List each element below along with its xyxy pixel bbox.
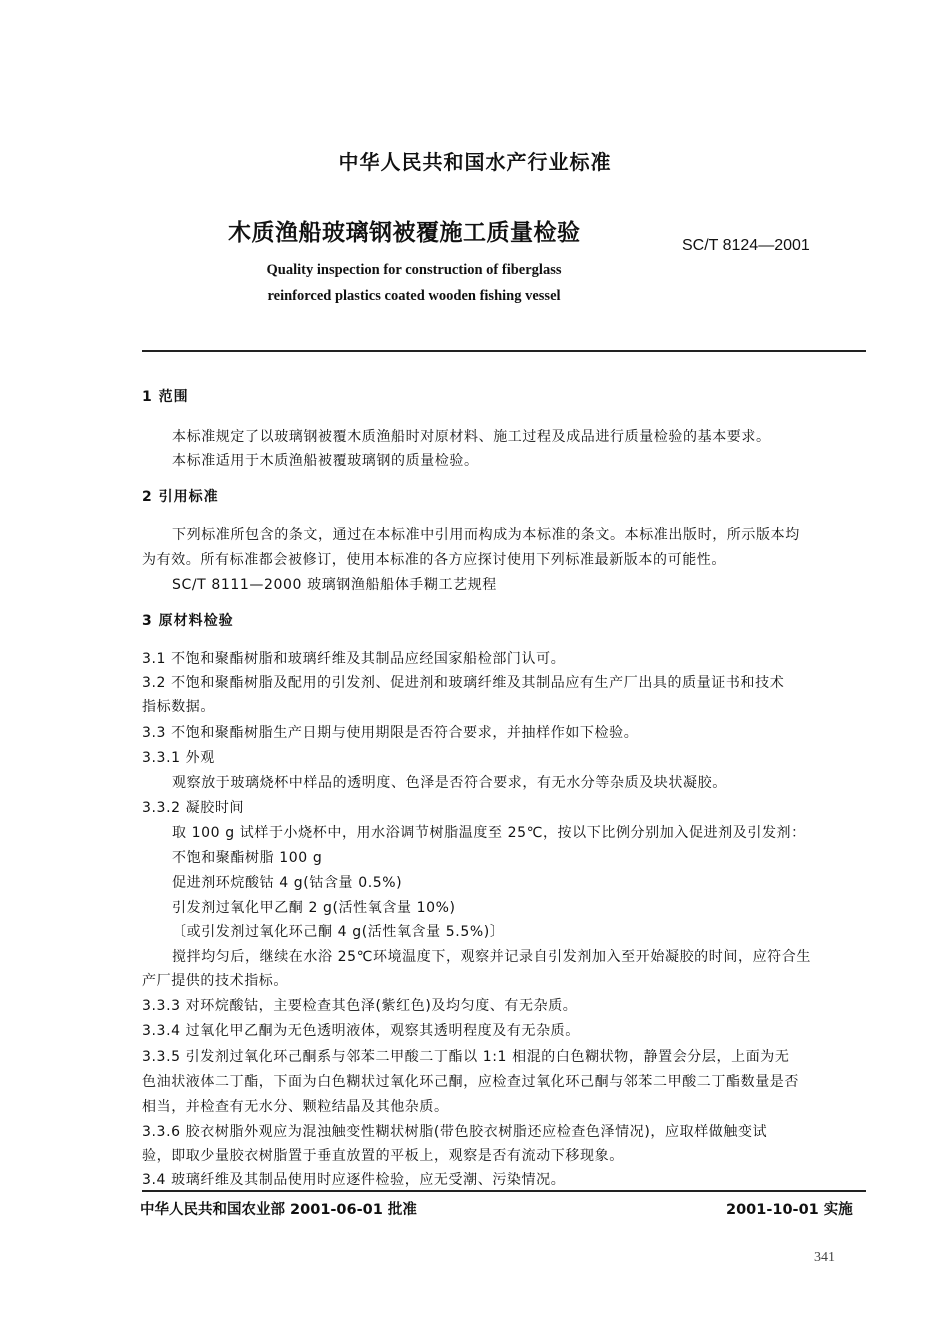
clause-3-3-4: 3.3.4 过氧化甲乙酮为无色透明液体，观察其透明程度及有无杂质。 — [142, 1023, 580, 1039]
clause-3-3-5-line-2: 色油状液体二丁酯，下面为白色糊状过氧化环己酮，应检查过氧化环己酮与邻苯二甲酸二丁酯数量是否 — [142, 1074, 799, 1090]
section-1-paragraph-2: 本标准适用于木质渔船被覆玻璃钢的质量检验。 — [172, 453, 479, 469]
footer-divider — [142, 1190, 866, 1192]
normative-reference: SC/T 8111—2000 玻璃钢渔船船体手糊工艺规程 — [172, 577, 497, 593]
section-3-heading: 3 原材料检验 — [142, 613, 234, 629]
clause-3-3-1-text: 观察放于玻璃烧杯中样品的透明度、色泽是否符合要求，有无水分等杂质及块状凝胶。 — [172, 775, 727, 791]
recipe-resin: 不饱和聚酯树脂 100 g — [172, 850, 323, 866]
clause-3-3-6-line-1: 3.3.6 胶衣树脂外观应为混浊触变性糊状树脂(带色胶衣树脂还应检查色泽情况)，应取样做触变试 — [142, 1124, 768, 1140]
section-2-paragraph-line-1: 下列标准所包含的条文，通过在本标准中引用而构成为本标准的条文。本标准出版时，所示版本均 — [172, 527, 800, 543]
clause-3-3-5-line-3: 相当，并检查有无水分、颗粒结晶及其他杂质。 — [142, 1099, 449, 1115]
clause-3-4: 3.4 玻璃纤维及其制品使用时应逐件检验，应无受潮、污染情况。 — [142, 1172, 566, 1188]
section-1-paragraph-1: 本标准规定了以玻璃钢被覆木质渔船时对原材料、施工过程及成品进行质量检验的基本要求。 — [172, 429, 771, 445]
clause-3-2-line-1: 3.2 不饱和聚酯树脂及配用的引发剂、促进剂和玻璃纤维及其制品应有生产厂出具的质量证书和技术 — [142, 675, 785, 691]
page-number: 341 — [814, 1250, 835, 1265]
clause-3-3-1-heading: 3.3.1 外观 — [142, 750, 215, 766]
document-title: 木质渔船玻璃钢被覆施工质量检验 — [228, 220, 581, 246]
section-2-heading: 2 引用标准 — [142, 489, 219, 505]
section-2-paragraph-line-2: 为有效。所有标准都会被修订，使用本标准的各方应探讨使用下列标准最新版本的可能性。 — [142, 552, 726, 568]
issuing-body-header: 中华人民共和国水产行业标准 — [338, 150, 612, 174]
clause-3-3-2-text: 取 100 g 试样于小烧杯中，用水浴调节树脂温度至 25℃，按以下比例分别加入促进剂及引发剂： — [172, 825, 806, 841]
recipe-initiator: 引发剂过氧化甲乙酮 2 g(活性氧含量 10%) — [172, 900, 456, 916]
standard-code: SC/T 8124—2001 — [682, 237, 810, 254]
approval-statement: 中华人民共和国农业部 2001-06-01 批准 — [140, 1202, 417, 1218]
english-title-line-2: reinforced plastics coated wooden fishing vessel — [267, 288, 561, 304]
implementation-date: 2001-10-01 实施 — [726, 1202, 853, 1218]
recipe-alternative-initiator: 〔或引发剂过氧化环己酮 4 g(活性氧含量 5.5%)〕 — [172, 924, 505, 940]
recipe-accelerator: 促进剂环烷酸钴 4 g(钴含量 0.5%) — [172, 875, 403, 891]
clause-3-3-5-line-1: 3.3.5 引发剂过氧化环己酮系与邻苯二甲酸二丁酯以 1:1 相混的白色糊状物，静置会分层，上面为无 — [142, 1049, 790, 1065]
clause-3-3-2-result-line-2: 产厂提供的技术指标。 — [142, 973, 288, 989]
clause-3-3-3: 3.3.3 对环烷酸钴，主要检查其色泽(紫红色)及均匀度、有无杂质。 — [142, 998, 578, 1014]
clause-3-3: 3.3 不饱和聚酯树脂生产日期与使用期限是否符合要求，并抽样作如下检验。 — [142, 725, 639, 741]
english-title-line-1: Quality inspection for construction of fiberglass — [266, 262, 562, 278]
section-1-heading: 1 范围 — [142, 389, 189, 405]
clause-3-3-2-result-line-1: 搅拌均匀后，继续在水浴 25℃环境温度下，观察并记录自引发剂加入至开始凝胶的时间，应符合生 — [172, 949, 811, 965]
clause-3-1: 3.1 不饱和聚酯树脂和玻璃纤维及其制品应经国家船检部门认可。 — [142, 651, 566, 667]
clause-3-3-6-line-2: 验，即取少量胶衣树脂置于垂直放置的平板上，观察是否有流动下移现象。 — [142, 1148, 624, 1164]
header-divider — [142, 350, 866, 352]
clause-3-2-line-2: 指标数据。 — [142, 699, 215, 715]
clause-3-3-2-heading: 3.3.2 凝胶时间 — [142, 800, 245, 816]
